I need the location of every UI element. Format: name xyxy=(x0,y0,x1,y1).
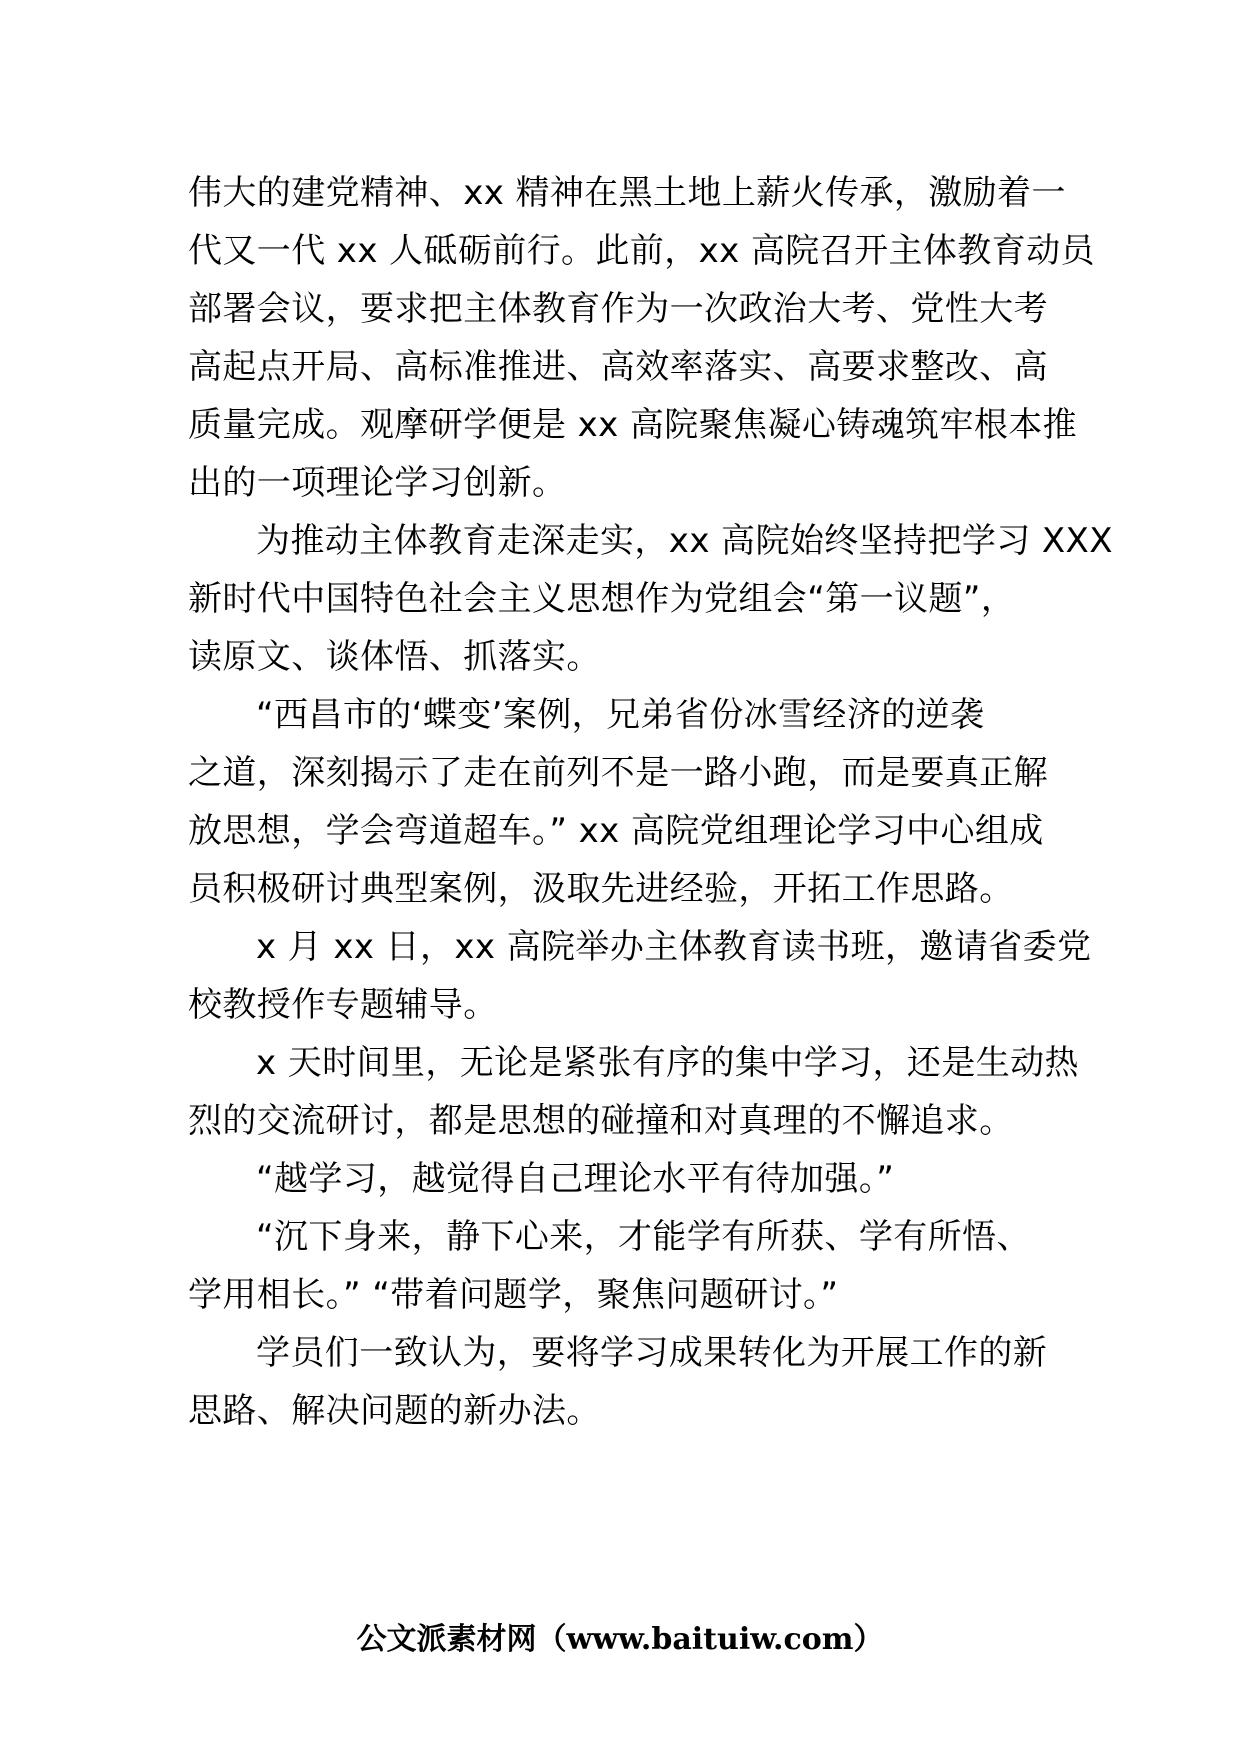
text-line: 读原文、谈体悟、抓落实。 xyxy=(188,637,601,677)
text-line: 员积极研讨典型案例，汲取先进经验，开拓工作思路。 xyxy=(188,869,1014,909)
text-line: 质量完成。观摩研学便是 xx 高院聚焦凝心铸魂筑牢根本推 xyxy=(188,405,1078,445)
paragraph-start-line: “越学习，越觉得自己理论水平有待加强。” xyxy=(256,1159,895,1199)
text-line: 之道，深刻揭示了走在前列不是一路小跑，而是要真正解 xyxy=(188,753,1048,793)
text-line: 烈的交流研讨，都是思想的碰撞和对真理的不懈追求。 xyxy=(188,1101,1014,1141)
paragraph-start-line: x 天时间里，无论是紧张有序的集中学习，还是生动热 xyxy=(256,1043,1079,1083)
text-line: 校教授作专题辅导。 xyxy=(188,985,498,1025)
paragraph-start-line: “沉下身来，静下心来，才能学有所获、学有所悟、 xyxy=(256,1217,1031,1257)
paragraph-start-line: “西昌市的‘蝶变’案例，兄弟省份冰雪经济的逆袭 xyxy=(256,695,985,735)
text-line: 伟大的建党精神、xx 精神在黑土地上薪火传承，激励着一 xyxy=(188,173,1066,213)
paragraph-start-line: x 月 xx 日，xx 高院举办主体教育读书班，邀请省委党 xyxy=(256,927,1092,967)
paragraph-start-line: 为推动主体教育走深走实，xx 高院始终坚持把学习 XXX xyxy=(256,521,1113,561)
text-line: 代又一代 xx 人砥砺前行。此前，xx 高院召开主体教育动员 xyxy=(188,231,1095,271)
text-line: 思路、解决问题的新办法。 xyxy=(188,1391,601,1431)
text-line: 出的一项理论学习创新。 xyxy=(188,463,567,503)
text-line: 学用相长。” “带着问题学，聚焦问题研讨。” xyxy=(188,1275,839,1315)
page-footer: 公文派素材网（www.baituiw.com） xyxy=(356,1622,884,1657)
text-line: 放思想，学会弯道超车。” xx 高院党组理论学习中心组成 xyxy=(188,811,1044,851)
paragraph-start-line: 学员们一致认为，要将学习成果转化为开展工作的新 xyxy=(256,1333,1048,1373)
text-line: 部署会议，要求把主体教育作为一次政治大考、党性大考 xyxy=(188,289,1048,329)
text-line: 新时代中国特色社会主义思想作为党组会“第一议题”， xyxy=(188,579,1016,619)
text-line: 高起点开局、高标准推进、高效率落实、高要求整改、高 xyxy=(188,347,1048,387)
